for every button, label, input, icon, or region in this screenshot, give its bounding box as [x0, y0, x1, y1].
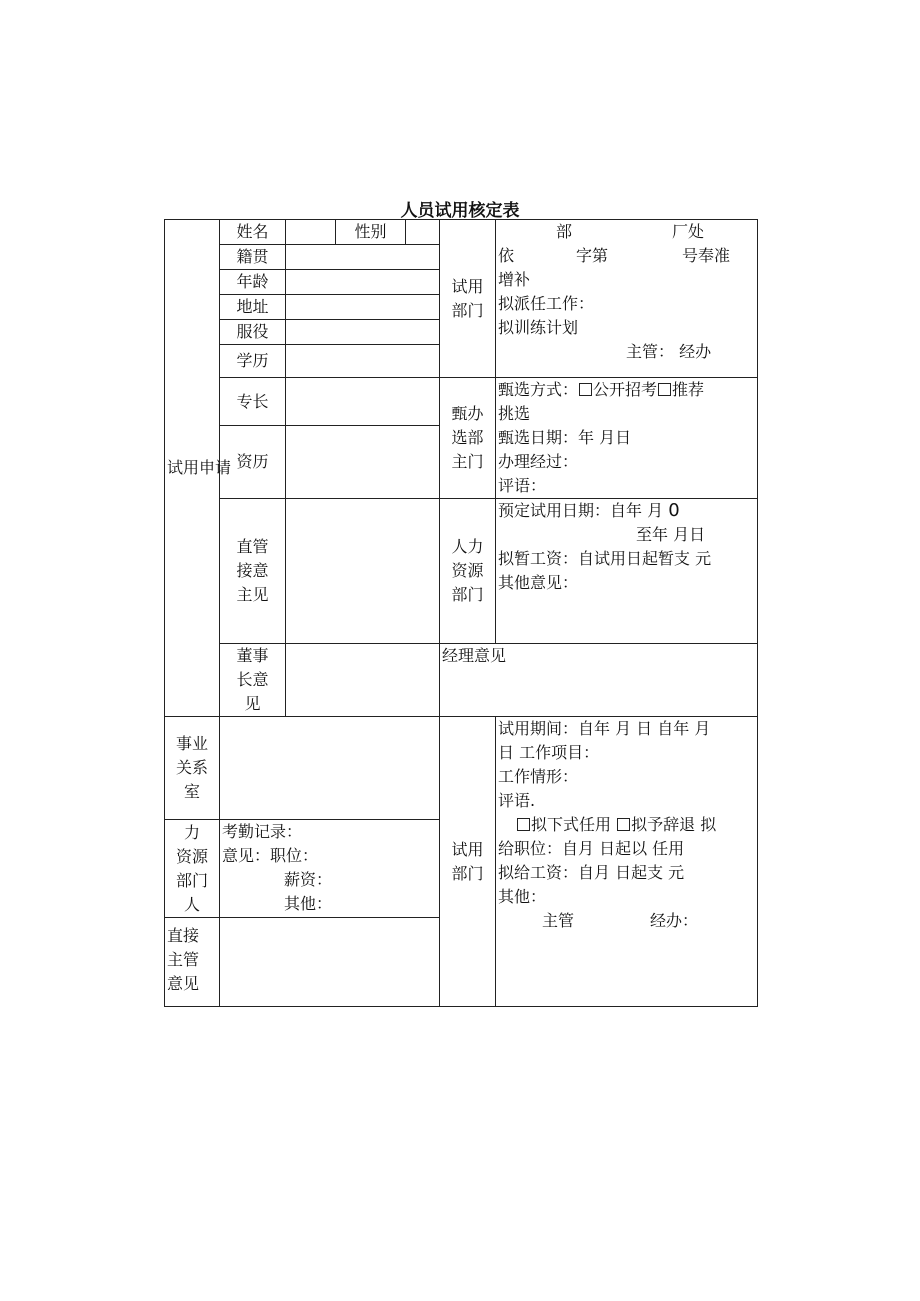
- business-office-label: 事业 关系 室: [165, 717, 220, 820]
- field-service[interactable]: [286, 320, 440, 345]
- field-gender[interactable]: [406, 220, 440, 245]
- page-title: 人员试用核定表: [400, 201, 520, 221]
- field-name[interactable]: [286, 220, 336, 245]
- hr-dept-content[interactable]: 预定试用日期：自年 月 0 至年 月日 拟暂工资：自试用日起暂支 元 其他意见：: [496, 499, 758, 644]
- hr-attendance-content[interactable]: 考勤记录： 意见：职位： 薪资： 其他：: [220, 820, 440, 918]
- selection-dept-content[interactable]: 甄选方式： 公开招考 推荐 挑选 甄选日期：年 月日 办理经过： 评语：: [496, 378, 758, 499]
- label-supervisor-opinion: 直管 接意 主见: [220, 499, 286, 644]
- checkbox-formal-appoint[interactable]: [517, 818, 530, 831]
- field-age[interactable]: [286, 270, 440, 295]
- trial-dept-content[interactable]: 部 厂处 依 字第 号奉准 增补 拟派任工作： 拟训练计划 主管： 经办: [496, 220, 758, 378]
- field-specialty[interactable]: [286, 378, 440, 426]
- field-native-place[interactable]: [286, 245, 440, 270]
- label-address: 地址: [220, 295, 286, 320]
- direct-supervisor-label: 直接 主管 意见: [165, 918, 220, 1007]
- label-name: 姓名: [220, 220, 286, 245]
- label-age: 年龄: [220, 270, 286, 295]
- field-business-office[interactable]: [220, 717, 440, 820]
- manager-opinion-cell[interactable]: 经理意见: [440, 644, 758, 717]
- trial-dept-label: 试用 部门: [440, 220, 496, 378]
- checkbox-public-exam[interactable]: [579, 383, 592, 396]
- field-experience[interactable]: [286, 426, 440, 499]
- field-education[interactable]: [286, 345, 440, 378]
- checkbox-recommend[interactable]: [658, 383, 671, 396]
- label-experience: 资历: [220, 426, 286, 499]
- label-native-place: 籍贯: [220, 245, 286, 270]
- hr-dept-lower-label: 力 资源 部门 人: [165, 820, 220, 918]
- lower-trial-dept-label: 试用 部门: [440, 717, 496, 1007]
- field-address[interactable]: [286, 295, 440, 320]
- selection-dept-label: 甄办 选部 主门: [440, 378, 496, 499]
- label-service: 服役: [220, 320, 286, 345]
- field-chairman-opinion[interactable]: [286, 644, 440, 717]
- hr-dept-label: 人力 资源 部门: [440, 499, 496, 644]
- label-gender: 性别: [336, 220, 406, 245]
- field-supervisor-opinion[interactable]: [286, 499, 440, 644]
- label-education: 学历: [220, 345, 286, 378]
- field-direct-supervisor-opinion[interactable]: [220, 918, 440, 1007]
- trial-result-content[interactable]: 试用期间：自年 月 日 自年 月 日 工作项目： 工作情形： 评语. 拟下式任用 拟予辞退 拟 给职位：自月 日起以 任用 拟给工资：自月 日起支 元 其他： 主管 经办：: [496, 717, 758, 1007]
- checkbox-dismiss[interactable]: [617, 818, 630, 831]
- section-trial-application: 试用申请: [165, 220, 220, 717]
- trial-approval-form: [164, 219, 758, 1007]
- label-chairman-opinion: 董事 长意 见: [220, 644, 286, 717]
- label-specialty: 专长: [220, 378, 286, 426]
